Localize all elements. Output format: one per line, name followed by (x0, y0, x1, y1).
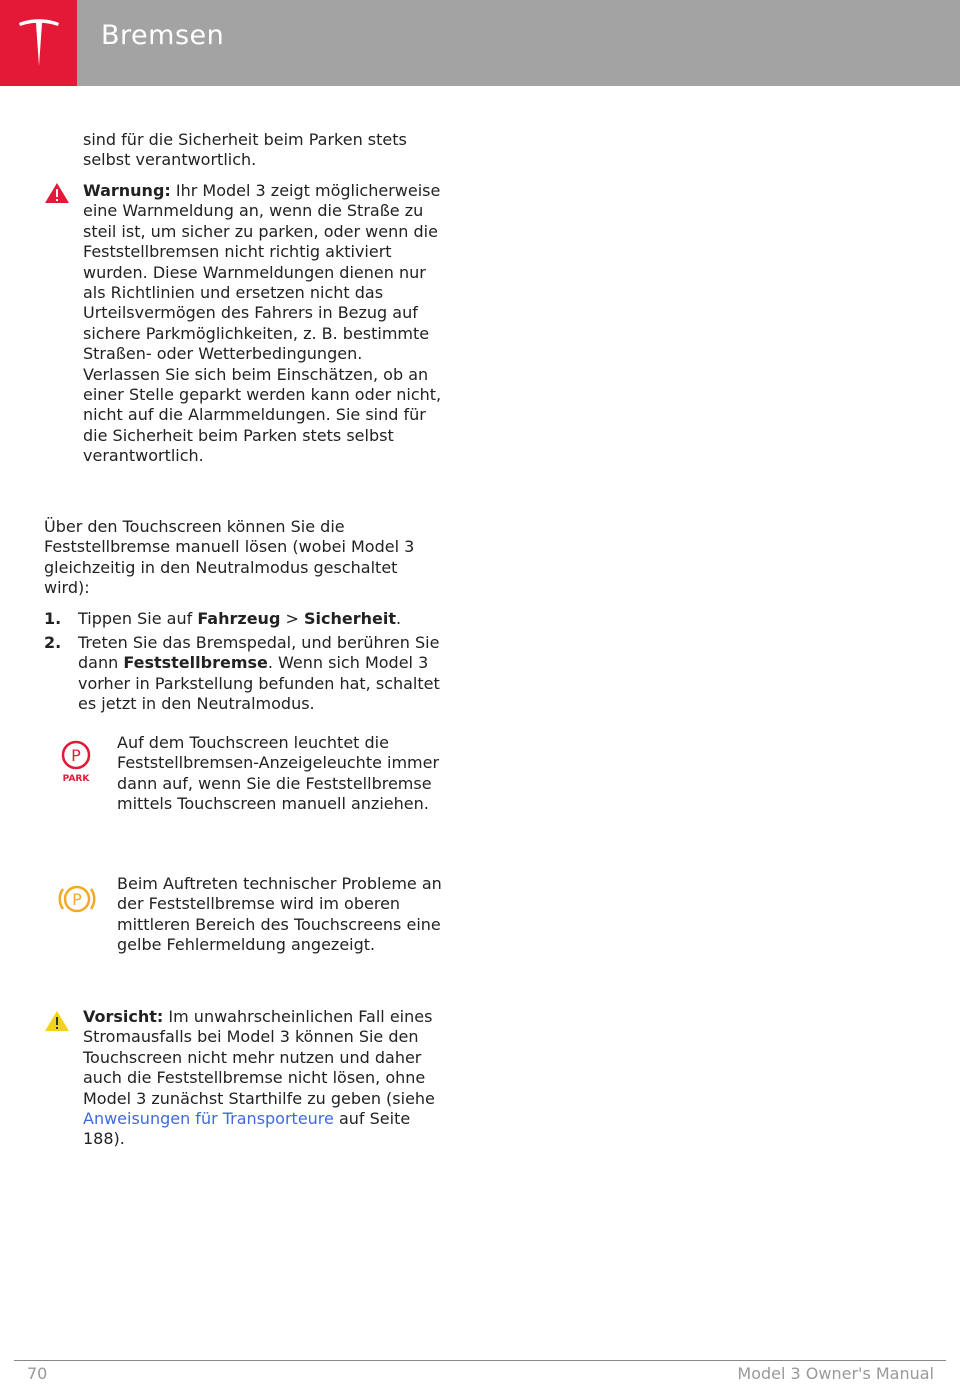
park-brake-fault-icon (56, 878, 100, 922)
warning-text: Ihr Model 3 zeigt möglicherweise eine Warnmeldung an, wenn die Straße zu steil ist, um sicher zu parken, oder wenn die Feststellbremsen nicht richtig aktiviert wurden. Diese Warnmeldungen dienen nur als Richtlinien und ersetzen nicht das Urteilsvermögen des Fahrers in Bezug auf sichere Parkmöglichkeiten, z. B. bestimmte Straßen- oder Wetterbedingungen. Verlassen Sie sich beim Einschätzen, ob an einer Stelle geparkt werden kann oder nicht, nicht auf die Alarmmeldungen. Sie sind für die Sicherheit beim Parken stets selbst verantwortlich. (83, 181, 442, 466)
step-2: 2. Treten Sie das Bremspedal, und berühren Sie dann Feststellbremse. Wenn sich Model 3 vorher in Parkstellung befunden hat, schaltet es jetzt in den Neutralmodus. (44, 633, 440, 714)
page-header (0, 0, 960, 86)
intro-text: sind für die Sicherheit beim Parken stets selbst verantwortlich. (83, 130, 407, 170)
caution-label: Vorsicht: (83, 1007, 164, 1026)
fault-indicator-row (56, 874, 442, 956)
svg-text:PARK: PARK (62, 774, 90, 783)
menu-safety: Sicherheit (303, 609, 396, 628)
svg-text:P: P (71, 746, 81, 765)
park-indicator-text: Auf dem Touchscreen leuchtet die Feststellbremsen-Anzeigeleuchte immer dann auf, wenn Sie die Feststellbremse mittels Touchscreen manuell anziehen. (117, 733, 440, 814)
menu-vehicle: Fahrzeug (197, 609, 281, 628)
transport-instructions-link[interactable]: Anweisungen für Transporteure (83, 1109, 334, 1129)
tesla-logo (0, 0, 77, 86)
page-title: Bremsen (101, 20, 225, 51)
fault-indicator-text: Beim Auftreten technischer Probleme an der Feststellbremse wird im oberen mittleren Bereich des Touchscreens eine gelbe Fehlermeldung angezeigt. (117, 874, 442, 955)
warning-label: Warnung: (83, 181, 171, 200)
tesla-logo-icon (16, 17, 62, 69)
svg-text:P: P (72, 890, 82, 909)
manual-title: Model 3 Owner's Manual (737, 1364, 934, 1383)
touchscreen-paragraph: Über den Touchscreen können Sie die Feststellbremse manuell lösen (wobei Model 3 gleichzeitig in den Neutralmodus geschaltet wird): (44, 517, 415, 598)
step-number: 2. (44, 633, 62, 652)
caution-icon (44, 1010, 70, 1032)
park-indicator-row (56, 733, 442, 815)
step-1: 1. Tippen Sie auf Fahrzeug > Sicherheit. (44, 609, 402, 628)
warning-box (44, 181, 442, 467)
park-brake-red-icon (56, 739, 100, 783)
footer-divider (14, 1360, 946, 1361)
caution-box: Vorsicht: Im unwahrscheinlichen Fall eines Stromausfalls bei Model 3 können Sie den Touchscreen nicht mehr nutzen und daher auch die Feststellbremse nicht lösen, ohne Model 3 zunächst Starthilfe zu geben (siehe Anweisungen für Transporteure auf Seite 188). (44, 1007, 442, 1150)
page-number: 70 (27, 1364, 48, 1383)
menu-parking-brake: Feststellbremse (123, 653, 268, 673)
step-number: 1. (44, 609, 62, 628)
warning-icon (44, 182, 70, 204)
caution-text: Im unwahrscheinlichen Fall eines Stromausfalls bei Model 3 können Sie den Touchscreen nicht mehr nutzen und daher auch die Feststellbremse nicht lösen, ohne Model 3 zunächst Starthilfe zu geben (siehe (83, 1007, 435, 1108)
